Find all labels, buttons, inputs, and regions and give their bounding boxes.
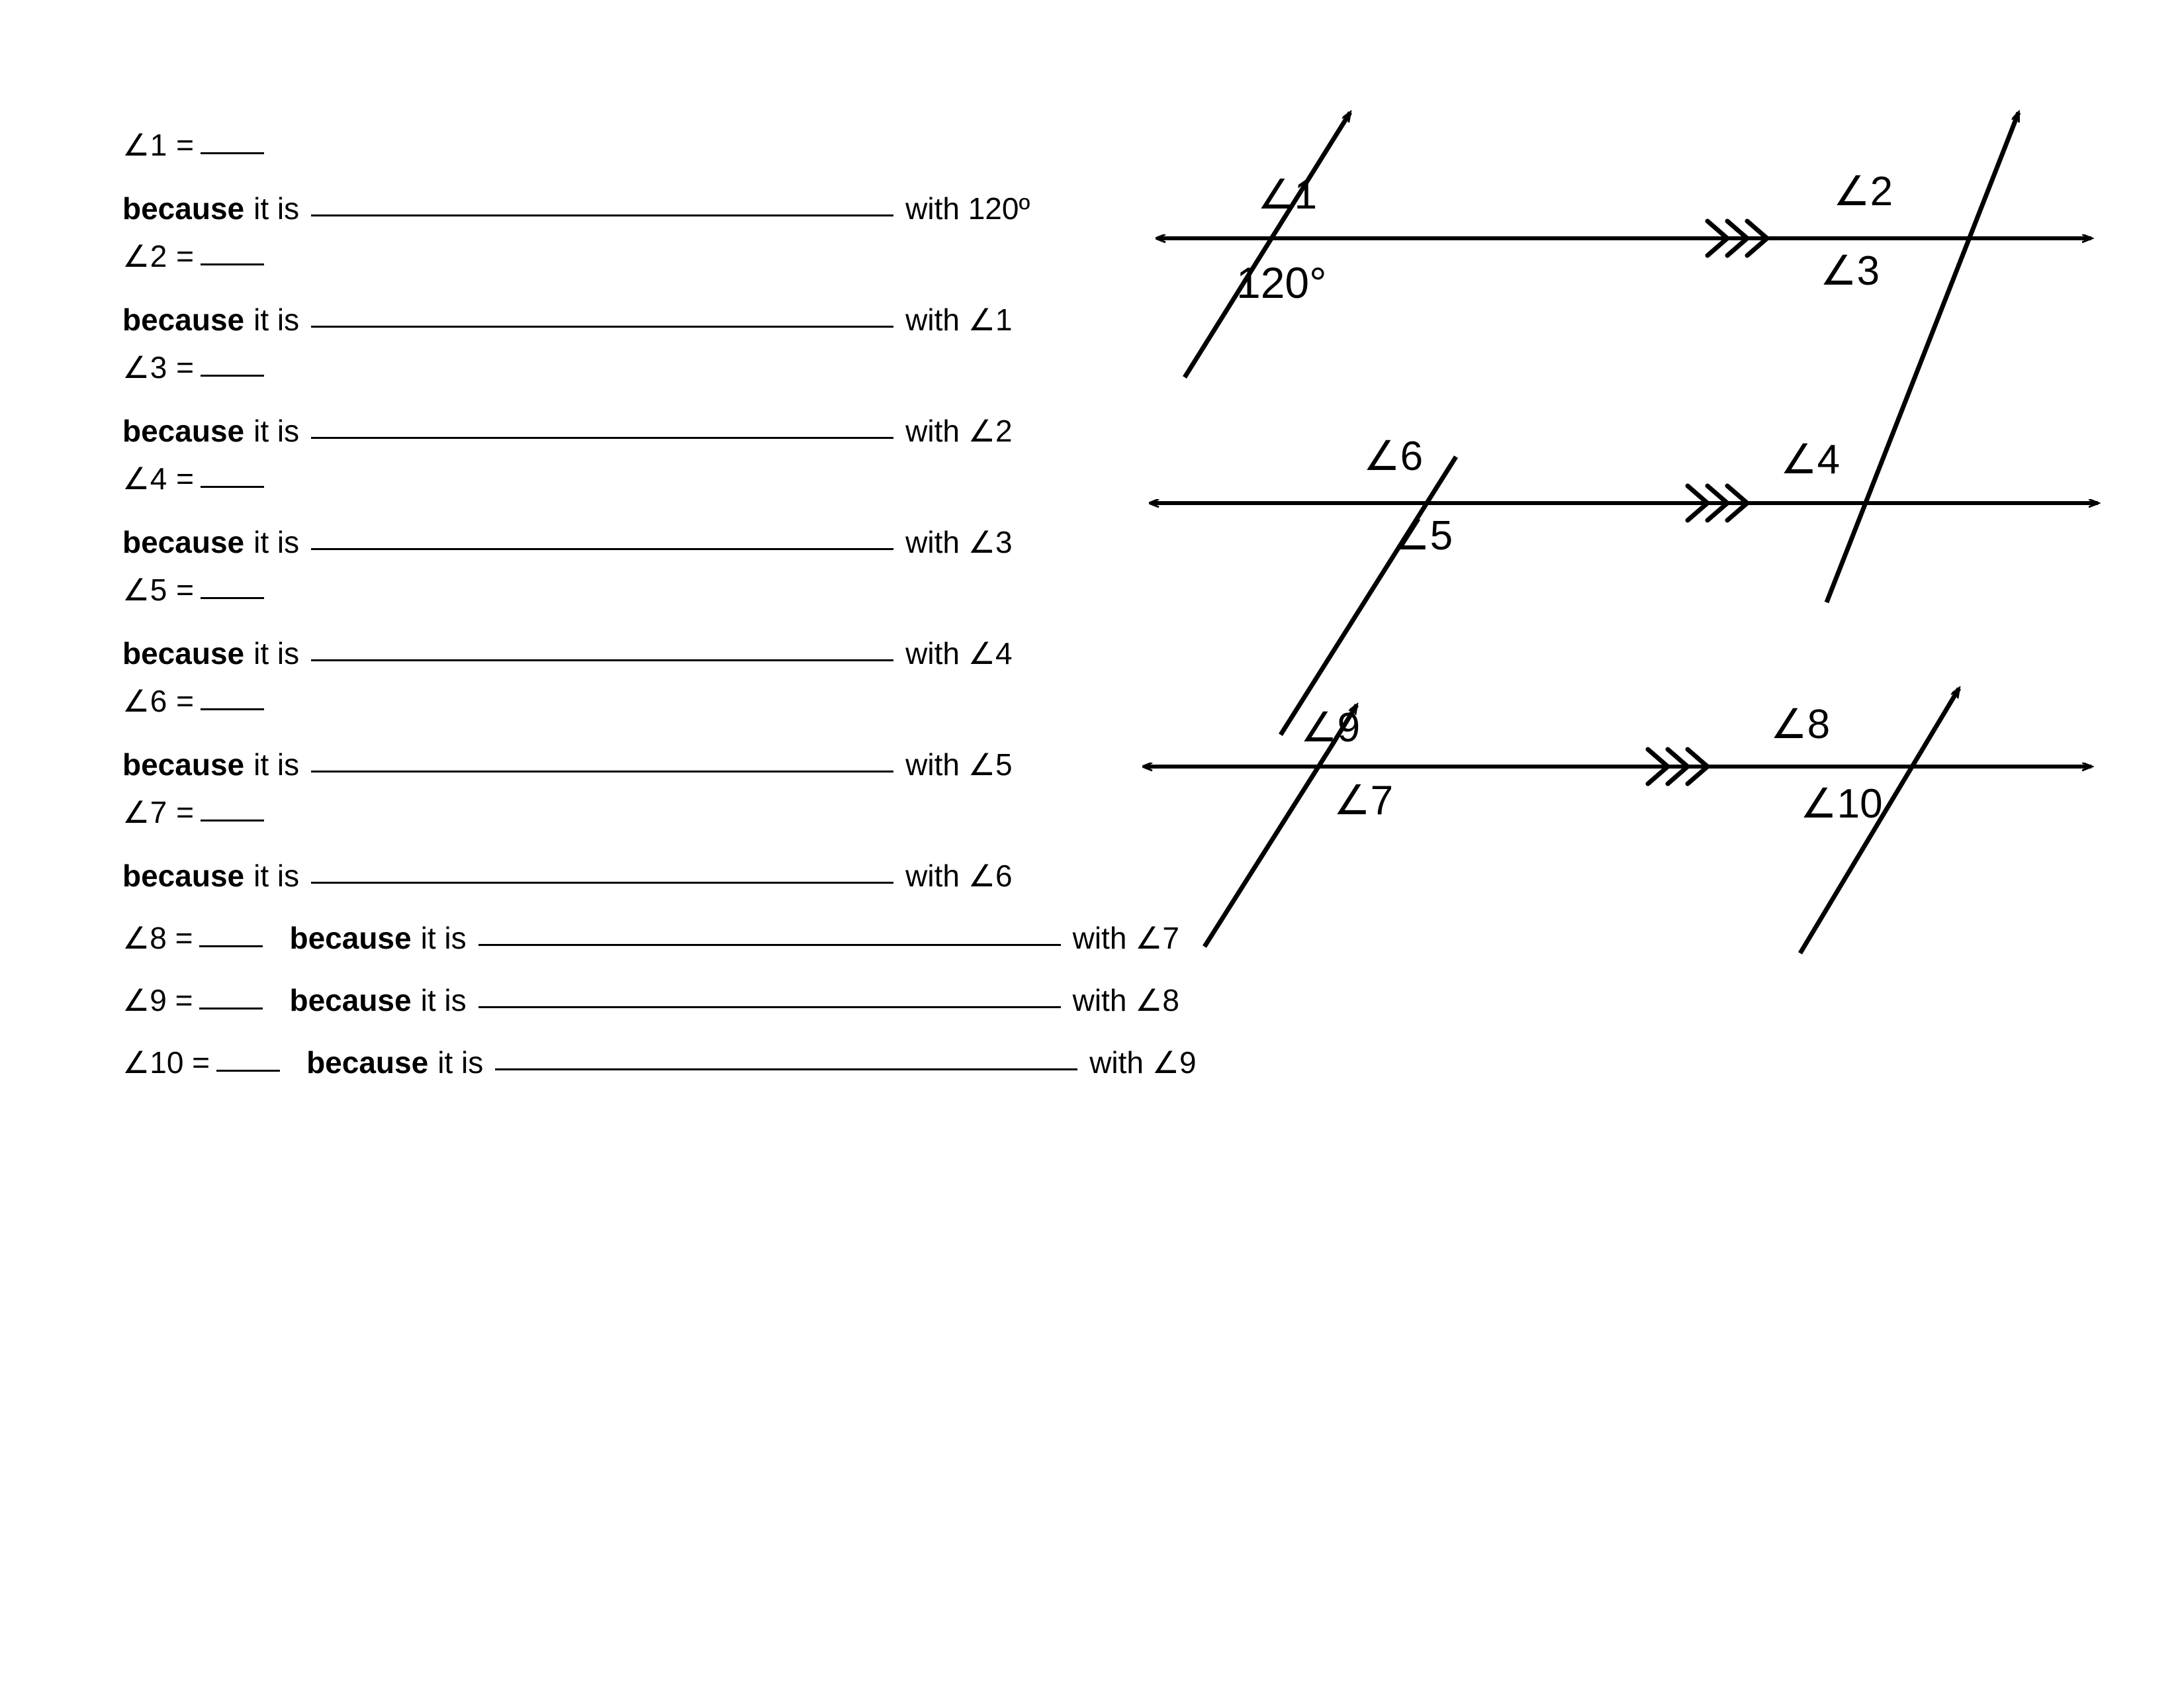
questions-list (122, 113, 1261, 1078)
itis-word-7: it is (253, 859, 300, 893)
answer-blank-6[interactable] (201, 688, 264, 710)
horizontal-line-1 (1158, 221, 2091, 256)
with-text-10: with ∠9 (1089, 1045, 1197, 1080)
reason-blank-10[interactable] (495, 1049, 1077, 1070)
with-text-6: with ∠5 (905, 747, 1013, 782)
because-word-8: because (289, 921, 412, 955)
because-word-1: because (122, 191, 245, 226)
because-row-1 (122, 160, 1261, 224)
with-text-4: with ∠3 (905, 525, 1013, 559)
itis-word-9: it is (420, 983, 467, 1017)
angle-row-10 (122, 1015, 1261, 1078)
answer-blank-2[interactable] (201, 244, 264, 265)
reason-blank-6[interactable] (311, 751, 893, 773)
angle-row-3 (122, 335, 1261, 383)
reason-blank-4[interactable] (311, 528, 893, 550)
because-word-2: because (122, 303, 245, 337)
angle-label-1: ∠1 = (122, 128, 195, 162)
because-word-3: because (122, 414, 245, 448)
angle-row-7 (122, 780, 1261, 827)
because-word-9: because (289, 983, 412, 1017)
angle-label-10: ∠10 = (122, 1045, 210, 1080)
angle-label-3: ∠3 = (122, 350, 195, 385)
with-text-2: with ∠1 (905, 303, 1013, 337)
answer-blank-3[interactable] (201, 355, 264, 377)
angle-label-4: ∠4 = (122, 461, 195, 496)
angle-row-1 (122, 113, 1261, 160)
reason-blank-2[interactable] (311, 306, 893, 328)
answer-blank-10[interactable] (216, 1050, 280, 1072)
reason-blank-5[interactable] (311, 639, 893, 661)
angle-label-9: ∠9 = (122, 983, 193, 1017)
itis-word-6: it is (253, 747, 300, 782)
label-angle-7: ∠7 (1334, 778, 1394, 823)
angle-label-6: ∠6 = (122, 684, 195, 718)
because-word-7: because (122, 859, 245, 893)
because-row-5 (122, 605, 1261, 669)
angle-label-8: ∠8 = (122, 921, 193, 955)
itis-word-5: it is (253, 636, 300, 671)
with-text-5: with ∠4 (905, 636, 1013, 671)
label-angle-8: ∠8 (1770, 702, 1831, 747)
reason-blank-9[interactable] (478, 986, 1061, 1008)
label-angle-4: ∠4 (1780, 437, 1841, 483)
angle-label-2: ∠2 = (122, 239, 195, 273)
label-angle-10: ∠10 (1800, 781, 1883, 827)
with-text-8: with ∠7 (1072, 921, 1179, 955)
reason-blank-8[interactable] (478, 924, 1061, 946)
itis-word-3: it is (253, 414, 300, 448)
itis-word-2: it is (253, 303, 300, 337)
answer-blank-5[interactable] (201, 577, 264, 599)
reason-blank-7[interactable] (311, 862, 893, 884)
itis-word-1: it is (253, 191, 300, 226)
because-row-3 (122, 383, 1261, 446)
label-angle-6: ∠6 (1363, 434, 1424, 479)
because-word-10: because (306, 1045, 429, 1080)
because-word-5: because (122, 636, 245, 671)
reason-blank-1[interactable] (311, 195, 893, 216)
label-angle-3: ∠3 (1820, 248, 1880, 294)
label-angle-9: ∠9 (1300, 705, 1361, 751)
angle-row-4 (122, 446, 1261, 494)
angle-label-7: ∠7 = (122, 795, 195, 829)
answer-blank-1[interactable] (201, 132, 264, 154)
label-given-angle: 120° (1236, 258, 1327, 307)
angle-row-5 (122, 557, 1261, 605)
with-text-3: with ∠2 (905, 414, 1013, 448)
answer-blank-8[interactable] (199, 925, 263, 947)
answer-blank-4[interactable] (201, 466, 264, 488)
with-text-7: with ∠6 (905, 859, 1013, 893)
angle-row-9 (122, 953, 1261, 1015)
angle-label-5: ∠5 = (122, 573, 195, 607)
parallel-lines-figure (1138, 99, 2131, 993)
with-text-1: with 120º (905, 191, 1030, 226)
horizontal-line-3 (1145, 749, 2091, 784)
angle-row-8 (122, 891, 1261, 953)
answer-blank-7[interactable] (201, 800, 264, 821)
because-row-4 (122, 494, 1261, 557)
label-angle-1: ∠1 (1257, 172, 1318, 218)
angle-row-6 (122, 669, 1261, 716)
with-text-9: with ∠8 (1072, 983, 1179, 1017)
angle-labels (1236, 169, 1893, 827)
because-word-6: because (122, 747, 245, 782)
label-angle-2: ∠2 (1833, 169, 1893, 214)
label-angle-5: ∠5 (1393, 513, 1453, 559)
because-word-4: because (122, 525, 245, 559)
because-row-7 (122, 827, 1261, 891)
reason-blank-3[interactable] (311, 417, 893, 439)
itis-word-10: it is (437, 1045, 484, 1080)
because-row-6 (122, 716, 1261, 780)
horizontal-line-2 (1152, 486, 2098, 520)
itis-word-4: it is (253, 525, 300, 559)
because-row-2 (122, 271, 1261, 335)
angle-row-2 (122, 224, 1261, 271)
answer-blank-9[interactable] (199, 988, 263, 1009)
itis-word-8: it is (420, 921, 467, 955)
